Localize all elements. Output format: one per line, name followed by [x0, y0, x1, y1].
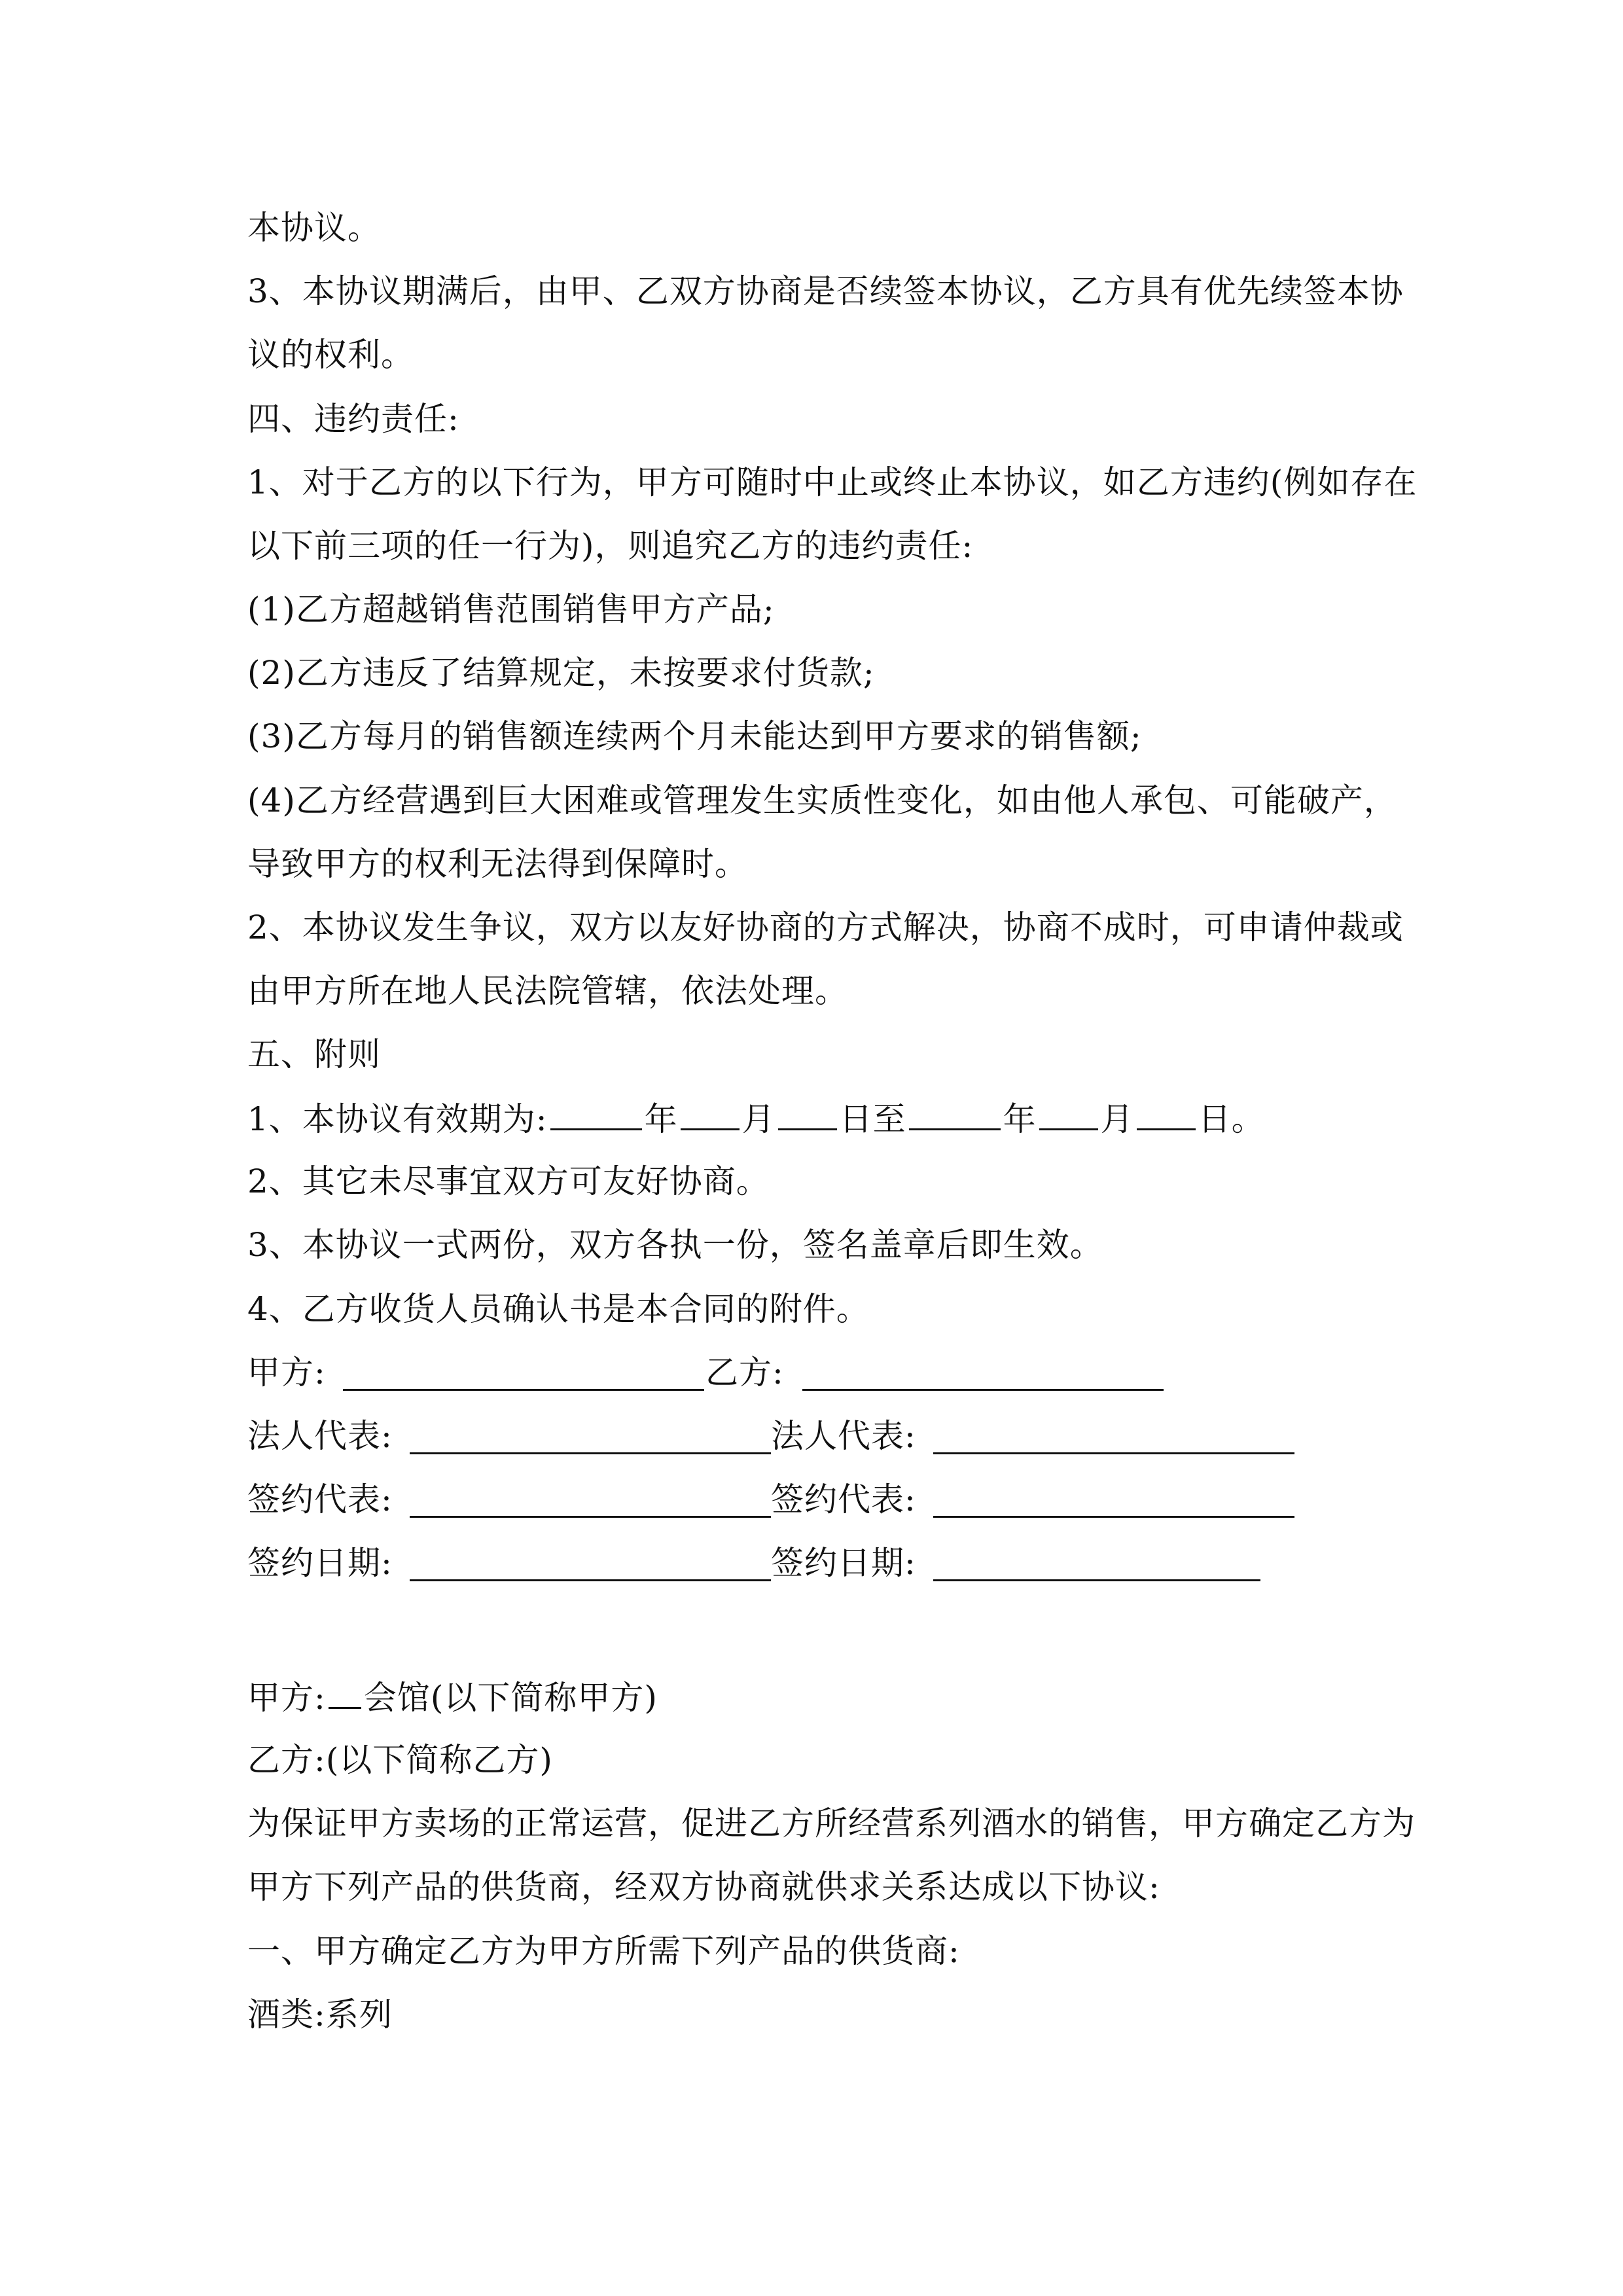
- year-label: 年: [644, 1100, 678, 1138]
- second-party-a-line: [247, 1677, 658, 1717]
- blank-month-1[interactable]: [681, 1098, 740, 1130]
- party-a-blank[interactable]: [343, 1389, 704, 1391]
- clause-1: 一、甲方确定乙方为甲方所需下列产品的供货商:: [247, 1932, 960, 1970]
- legal-rep-a-blank[interactable]: [410, 1452, 771, 1454]
- second-party-b-line: 乙方:(以下简称乙方): [247, 1741, 553, 1779]
- intro-line-2: 甲方下列产品的供货商，经双方协商就供求关系达成以下协议:: [247, 1868, 1160, 1906]
- day-end-label: 日。: [1198, 1100, 1265, 1138]
- party-a-label: 甲方:: [247, 1354, 326, 1391]
- text-line: 本协议。: [247, 209, 381, 247]
- blank-day-2[interactable]: [1137, 1098, 1196, 1130]
- text-line: (4)乙方经营遇到巨大困难或管理发生实质性变化，如由他人承包、可能破产，: [247, 781, 1397, 819]
- validity-prefix: 1、本协议有效期为:: [247, 1100, 548, 1138]
- text-line: 以下前三项的任一行为)，则追究乙方的违约责任:: [247, 527, 974, 565]
- text-line: 1、对于乙方的以下行为，甲方可随时中止或终止本协议，如乙方违约(例如存在: [247, 463, 1418, 501]
- legal-rep-b-label: 法人代表:: [771, 1417, 916, 1455]
- month-label: 月: [1100, 1100, 1134, 1138]
- section-heading: 四、违约责任:: [247, 400, 459, 438]
- intro-line-1: 为保证甲方卖场的正常运营，促进乙方所经营系列酒水的销售，甲方确定乙方为: [247, 1804, 1416, 1842]
- text-line: 2、其它未尽事宜双方可友好协商。: [247, 1162, 770, 1200]
- party-b-label: 乙方:: [705, 1354, 784, 1391]
- day-to-label: 日至: [839, 1100, 906, 1138]
- text-line: (1)乙方超越销售范围销售甲方产品;: [247, 590, 775, 628]
- text-line: 由甲方所在地人民法院管辖，依法处理。: [247, 972, 848, 1010]
- text-line: (2)乙方违反了结算规定，未按要求付货款;: [247, 654, 875, 692]
- text-line: 议的权利。: [247, 336, 414, 374]
- blank-year-1[interactable]: [550, 1098, 642, 1130]
- year-label: 年: [1003, 1100, 1037, 1138]
- legal-rep-a-label: 法人代表:: [247, 1417, 393, 1455]
- section-heading: 五、附则: [247, 1035, 381, 1073]
- liquor-line: 酒类:系列: [247, 1996, 393, 2034]
- blank-day-1[interactable]: [778, 1098, 837, 1130]
- sign-date-a-label: 签约日期:: [247, 1544, 393, 1582]
- sign-rep-a-blank[interactable]: [410, 1516, 771, 1518]
- sign-date-a-blank[interactable]: [410, 1579, 771, 1581]
- month-label: 月: [741, 1100, 776, 1138]
- blank-month-2[interactable]: [1039, 1098, 1098, 1130]
- party-a-prefix: 甲方:: [247, 1679, 326, 1717]
- text-line: 4、乙方收货人员确认书是本合同的附件。: [247, 1290, 870, 1328]
- blank-year-2[interactable]: [909, 1098, 1001, 1130]
- party-a-suffix: 会馆(以下简称甲方): [363, 1679, 658, 1717]
- sign-date-b-blank[interactable]: [933, 1579, 1260, 1581]
- text-line: 导致甲方的权利无法得到保障时。: [247, 845, 748, 883]
- text-line: (3)乙方每月的销售额连续两个月未能达到甲方要求的销售额;: [247, 717, 1142, 755]
- text-line: 3、本协议一式两份，双方各执一份，签名盖章后即生效。: [247, 1226, 1103, 1264]
- party-b-blank[interactable]: [802, 1389, 1164, 1391]
- sign-date-b-label: 签约日期:: [771, 1544, 916, 1582]
- text-line: 3、本协议期满后，由甲、乙双方协商是否续签本协议，乙方具有优先续签本协: [247, 272, 1404, 310]
- sign-rep-b-label: 签约代表:: [771, 1480, 916, 1518]
- club-name-blank[interactable]: [329, 1677, 361, 1709]
- text-line: 2、本协议发生争议，双方以友好协商的方式解决，协商不成时，可申请仲裁或: [247, 908, 1404, 946]
- validity-line: [247, 1098, 1265, 1139]
- sign-rep-b-blank[interactable]: [933, 1516, 1294, 1518]
- legal-rep-b-blank[interactable]: [933, 1452, 1294, 1454]
- sign-rep-a-label: 签约代表:: [247, 1480, 393, 1518]
